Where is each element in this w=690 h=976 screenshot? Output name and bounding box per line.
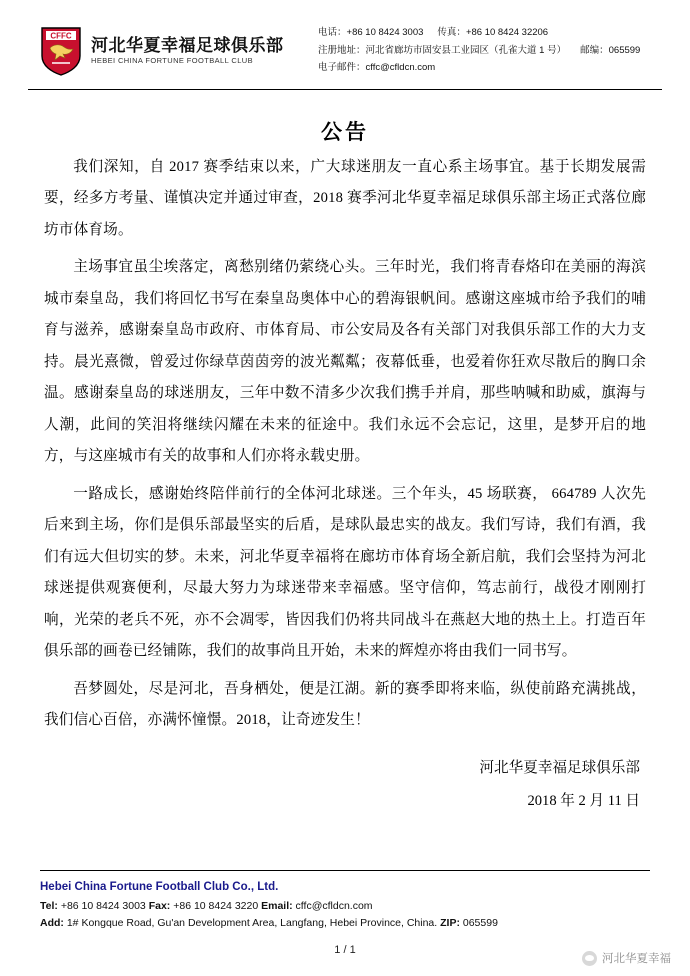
club-brand: [40, 22, 284, 76]
contact-fax-value: +86 10 8424 32206: [465, 27, 549, 38]
paragraph-3: 一路成长，感谢始终陪伴前行的全体河北球迷。三个年头，45 场联赛， 664789 人次先后来到主场，你们是俱乐部最坚实的后盾，是球队最忠实的战友。我们写诗，我们有酒，我们有远大但切实的梦。未来，河北华夏幸福将在廊坊市体育场全新启航，我们会坚持为河北球迷提供观赛便利，尽最大努力为球迷带来幸福感。坚守信仰，笃志前行，战役才刚刚打响，光荣的老兵不死，亦不会凋零，皆因我们仍将共同战斗在燕赵大地的热土上。打造百年俱乐部的画卷已经铺陈，我们的故事尚且开始，未来的辉煌亦将由我们一同书写。: [44, 485, 646, 660]
footer-company: Hebei China Fortune Football Club Co., Ltd.: [40, 881, 279, 894]
contact-fax-label: 传真: [437, 27, 457, 38]
footer-tel-value: +86 10 8424 3003: [60, 900, 146, 912]
contact-email-value: cffc@cfldcn.com: [365, 62, 436, 74]
footer-address-value: 1# Kongque Road, Gu'an Development Area, Langfang, Hebei Province, China.: [66, 917, 438, 929]
contact-tel-label: 电话: [318, 27, 338, 38]
footer-address-label: Add:: [40, 917, 64, 929]
footer-zip-label: ZIP:: [440, 917, 460, 929]
paragraph-4: 吾梦圆处，尽是河北，吾身栖处，便是江湖。新的赛季即将来临，纵使前路充满挑战，我们信心百倍，亦满怀憧憬。2018，让奇迹发生！: [44, 680, 646, 729]
page-title: 公告: [321, 120, 369, 144]
page-number: 1 / 1: [334, 944, 356, 956]
contact-email-row: 电子邮件：cffc@cfldcn.com: [318, 62, 436, 74]
contact-phone-row: 电话：+86 10 8424 3003 传真：+86 10 8424 32206: [318, 27, 549, 38]
contact-address-row: 注册地址：河北省廊坊市固安县工业园区（孔雀大道 1 号） 邮编：065599: [318, 44, 641, 56]
club-name-cn: 河北华夏幸福足球俱乐部: [91, 35, 284, 55]
contact-email-label: 电子邮件: [318, 62, 357, 74]
footer-divider: [40, 870, 650, 871]
club-name-en: HEBEI CHINA FORTUNE FOOTBALL CLUB: [91, 56, 253, 66]
document-footer: [0, 870, 690, 932]
signature-date: 2018 年 2 月 11 日: [527, 792, 640, 809]
contact-address-label: 注册地址: [318, 44, 357, 56]
header-divider: [28, 89, 662, 90]
footer-email-label: Email:: [261, 900, 293, 912]
weibo-watermark: [578, 948, 680, 968]
contact-zip-value: 065599: [608, 44, 641, 56]
paragraph-2: 主场事宜虽尘埃落定，离愁别绪仍萦绕心头。三年时光，我们将青春烙印在美丽的海滨城市秦皇岛，我们将回忆书写在秦皇岛奥体中心的碧海银帆间。感谢这座城市给予我们的哺育与滋养，感谢秦皇岛市政府、市体育局、市公安局及各有关部门对我俱乐部工作的大力支持。晨光熹微，曾爱过你绿草茵茵旁的波光粼粼；夜幕低垂，也爱着你狂欢尽散后的胸口余温。感谢秦皇岛的球迷朋友，三年中数不清多少次我们携手并肩，那些呐喊和助威，旗海与人潮，此间的笑泪将继续闪耀在未来的征途中。我们永远不会忘记，这里，是梦开启的地方，与这座城市有关的故事和人们亦将永载史册。: [44, 259, 646, 465]
contact-tel-value: +86 10 8424 3003: [346, 27, 424, 38]
club-name-block: [91, 37, 284, 66]
footer-address-line: [40, 915, 650, 932]
contact-zip-label: 邮编: [580, 44, 600, 56]
weibo-watermark-label: 河北华夏幸福: [602, 953, 671, 965]
svg-text:CFFC: CFFC: [50, 31, 72, 41]
footer-fax-value: +86 10 8424 3220: [173, 900, 259, 912]
contact-address-value: 河北省廊坊市固安县工业园区（孔雀大道 1 号）: [365, 44, 567, 56]
header-contact-block: [318, 22, 664, 77]
footer-contact-line: [40, 898, 650, 915]
signature-block: [44, 753, 646, 816]
document-header: [0, 0, 690, 77]
club-crest-icon: [40, 26, 82, 76]
footer-email-value: cffc@cfldcn.com: [295, 900, 373, 912]
document-body: [0, 152, 690, 817]
footer-zip-value: 065599: [462, 917, 498, 929]
paragraph-1: 我们深知，自 2017 赛季结束以来，广大球迷朋友一直心系主场事宜。基于长期发展需要，经多方考量、谨慎决定并通过审查，2018 赛季河北华夏幸福足球俱乐部主场正式落位廊坊市体育场。: [44, 158, 646, 238]
weibo-icon: [582, 951, 597, 966]
footer-tel-label: Tel:: [40, 900, 58, 912]
footer-fax-label: Fax:: [148, 900, 171, 912]
signature-name: 河北华夏幸福足球俱乐部: [479, 759, 640, 776]
footer-text: [40, 878, 650, 932]
